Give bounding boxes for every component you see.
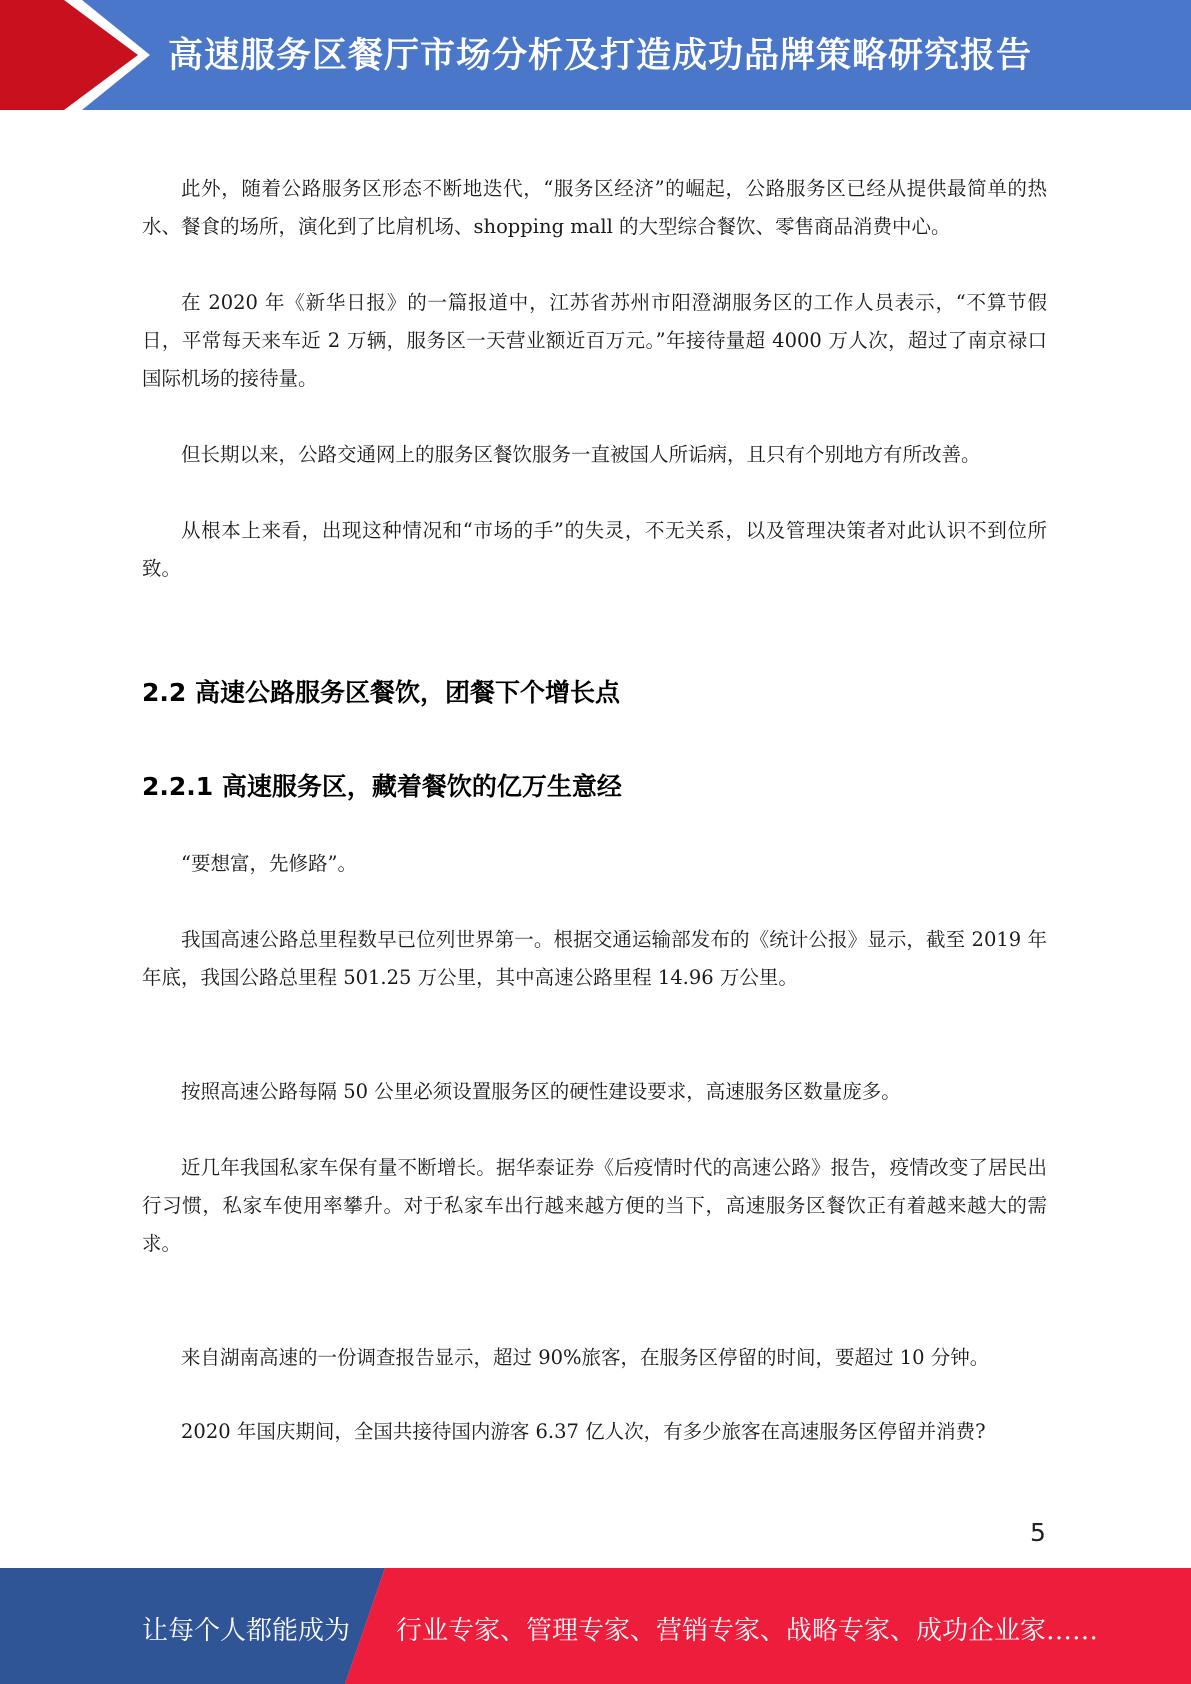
paragraph: “要想富，先修路”。: [181, 852, 357, 875]
section-heading: 2.2 高速公路服务区餐饮，团餐下个增长点: [142, 678, 620, 707]
page-number: 5: [1030, 1518, 1046, 1547]
paragraph: 此外，随着公路服务区形态不断地迭代，“服务区经济”的崛起，公路服务区已经从提供最简单的热水、餐食的场所，演化到了比肩机场、shopping mall 的大型综合餐饮、零售商品消费中心。: [142, 177, 1047, 238]
paragraph: 但长期以来，公路交通网上的服务区餐饮服务一直被国人所诟病，且只有个别地方有所改善。: [181, 443, 981, 466]
paragraph: 来自湖南高速的一份调查报告显示，超过 90%旅客，在服务区停留的时间，要超过 10 分钟。: [181, 1346, 990, 1369]
paragraph: 近几年我国私家车保有量不断增长。据华泰证券《后疫情时代的高速公路》报告，疫情改变了居民出行习惯，私家车使用率攀升。对于私家车出行越来越方便的当下，高速服务区餐饮正有着越来越大的需求。: [142, 1156, 1047, 1255]
paragraph: 在 2020 年《新华日报》的一篇报道中，江苏省苏州市阳澄湖服务区的工作人员表示，“不算节假日，平常每天来车近 2 万辆，服务区一天营业额近百万元。”年接待量超 4000 万人次，超过了南京禄口国际机场的接待量。: [142, 291, 1047, 390]
paragraph: 2020 年国庆期间，全国共接待国内游客 6.37 亿人次，有多少旅客在高速服务区停留并消费?: [181, 1420, 986, 1443]
page-body: [142, 170, 1047, 1451]
footer-slogan-left: 让每个人都能成为: [142, 1616, 351, 1646]
subsection-heading: 2.2.1 高速服务区，藏着餐饮的亿万生意经: [142, 772, 622, 801]
paragraph: 按照高速公路每隔 50 公里必须设置服务区的硬性建设要求，高速服务区数量庞多。: [181, 1080, 901, 1103]
paragraph: 我国高速公路总里程数早已位列世界第一。根据交通运输部发布的《统计公报》显示，截至 2019 年年底，我国公路总里程 501.25 万公里，其中高速公路里程 14.96 万公里。: [142, 928, 1047, 989]
header-banner: [0, 0, 1191, 110]
paragraph: 从根本上来看，出现这种情况和“市场的手”的失灵，不无关系，以及管理决策者对此认识不到位所致。: [142, 519, 1047, 580]
footer-slogan-right: 行业专家、管理专家、营销专家、战略专家、成功企业家……: [396, 1616, 1099, 1646]
report-title: 高速服务区餐厅市场分析及打造成功品牌策略研究报告: [168, 36, 1033, 76]
header-red-chevron: [0, 0, 150, 110]
